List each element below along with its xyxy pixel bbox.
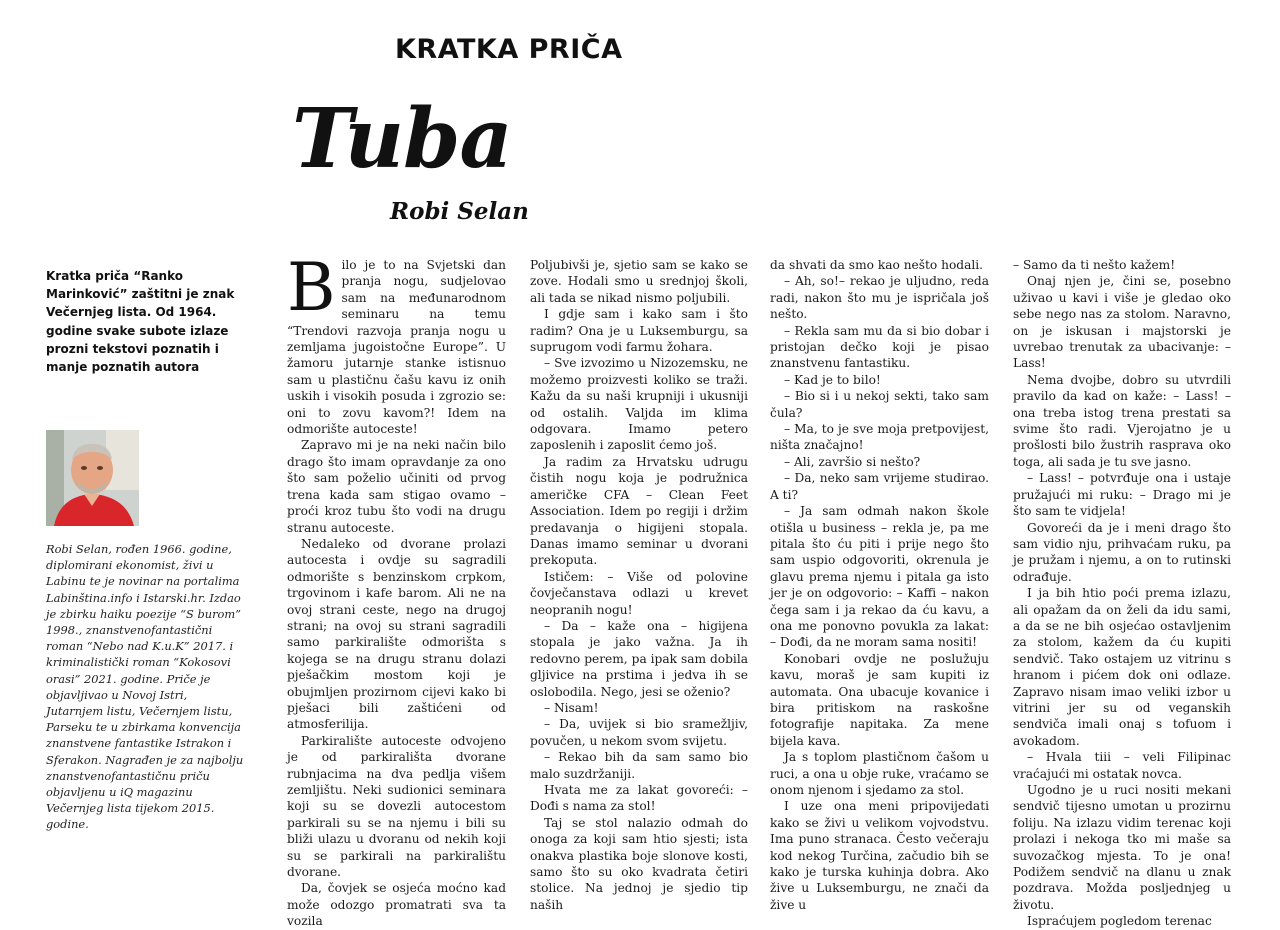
paragraph: – Ja sam odmah nakon škole otišla u business – rekla je, pa me pitala što ću piti i prije nego što sam uspio odgovoriti, okrenula je glavu prema njemu i pitala ga isto jer je on odgovorio: – Kaffi – nakon čega sam i ja rekao da ću kavu, a ona me ponovno povukla za lakat: – Dođi, da ne moram sama nositi! [770, 504, 989, 650]
paragraph: Ja radim za Hrvatsku udrugu čistih nogu koja je podružnica američke CFA – Clean Feet Association. Idem po regiji i držim predavanja o higijeni stopala. Danas imamo seminar u dvorani prekoputa. [530, 454, 748, 568]
paragraph: I uze ona meni pripovijedati kako se živi u velikom vojvodstvu. Ima puno stranaca. Često večeraju kod nekog Turčina, začudio bih se kako je turska kuhinja dobra. Ako žive u Luksemburgu, ne znači da žive u [770, 799, 989, 912]
paragraph: Nedaleko od dvorane prolazi autocesta i ovdje su sagradili odmorište s benzinskom crpkom, trgovinom i kafe barom. Ali ne na ovoj strani ceste, nego na drugoj strani; na ovoj su strani sagradili samo parkiralište odmorišta s kojega se na drugu stranu dolazi pješačkim mostom koji je obujmljen prozirnom cijevi kako bi pješaci bili zaštićeni od atmosferilija. [287, 536, 506, 732]
paragraph: Hvata me za lakat govoreći: – Dođi s nama za stol! [530, 783, 748, 814]
paragraph: Da, čovjek se osjeća moćno kad može odozgo promatrati sva ta vozila [287, 881, 506, 929]
paragraph: da shvati da smo kao nešto hodali. [770, 258, 984, 272]
paragraph: Bilo je to na Svjetski dan pranja nogu, sudjelovao sam na međunarodnom seminaru na temu “Trendovi razvoja pranja nogu u zemljama jugoistočne Europe”. U žamoru jutarnje stanke istisnuo sam u plastičnu čašu kavu iz onih uskih i visokih posuda i zgrozio se: oni to zovu kavom?! Idem na odmorište autoceste! [287, 249, 506, 437]
paragraph: – Hvala tiii – veli Filipinac vraćajući mi ostatak novca. [1013, 750, 1231, 781]
section-kicker: KRATKA PRIČA [395, 34, 623, 65]
paragraph: – Ma, to je sve moja pretpovijest, ništa značajno! [770, 422, 989, 453]
article-column-1 [287, 249, 506, 929]
paragraph: – Samo da ti nešto kažem! [1013, 258, 1176, 272]
paragraph: Govoreći da je i meni drago što sam vidio nju, prihvaćam ruku, pa je pružam i njemu, a on to rutinski odrađuje. [1013, 520, 1231, 584]
paragraph: – Sve izvozimo u Nizozemsku, ne možemo proizvesti koliko se traži. Kažu da su naši krupniji i ukusniji od ostalih. Valjda im klima odgovara. Imamo petero zaposlenih i zaposlit ćemo još. [530, 356, 748, 453]
author-bio: Robi Selan, rođen 1966. godine, diplomirani ekonomist, živi u Labinu te je novinar na portalima Labinština.info i Istarski.hr. Izdao je zbirku haiku poezije “S burom” 1998., znanstvenofantastični roman “Nebo nad K.u.K” 2017. i kriminalistički roman “Kokosovi orasi” 2021. godine. Priče je objavljivao u Novoj Istri, Jutarnjem listu, Večernjem listu, Parseku te u zbirkama konvencija znanstvene fantastike Istrakon i Sferakon. Nagrađen je za najbolju znanstvenofantastičnu priču objavljenu u iQ magazinu Večernjeg lista tijekom 2015. godine. [46, 542, 244, 832]
paragraph: I gdje sam i kako sam i što radim? Ona je u Luksemburgu, sa suprugom vodi farmu žohara. [530, 307, 748, 355]
paragraph: – Rekao bih da sam samo bio malo suzdržaniji. [530, 750, 748, 781]
paragraph: Konobari ovdje ne poslužuju kavu, moraš je sam kupiti iz automata. Ona ubacuje kovanice i bira pritiskom na raskošne fotografije napitaka. Za mene bijela kava. [770, 651, 989, 748]
paragraph: Nema dvojbe, dobro su utvrdili pravilo da kad on kaže: – Lass! – ona treba istog trena prestati sa svime što radi. Vjerojatno je u prošlosti bilo žustrih rasprava oko toga, ali sada je tu sve jasno. [1013, 372, 1231, 469]
paragraph: Ističem: – Više od polovine čovječanstava odlazi u krevet neopranih nogu! [530, 569, 748, 617]
story-title: Tuba [292, 91, 512, 187]
paragraph: Parkiralište autoceste odvojeno je od parkirališta dvorane rubnjacima na dva pedlja višem zemljištu. Neki sudionici seminara koji su se dovezli autocestom parkirali su se na njemu i bili su bliži ulazu u dvoranu od nekih koji su se parkirali na parkiralištu dvorane. [287, 733, 506, 880]
article-column-4 [1013, 257, 1231, 929]
paragraph: – Da – kaže ona – higijena stopala je jako važna. Ja ih redovno perem, pa ipak sam dobila gljivice na prstima i jedva ih se oslobodila. Nego, jesi se oženio? [530, 618, 748, 699]
paragraph: – Bio si i u nekoj sekti, tako sam čula? [770, 389, 989, 420]
paragraph: Ja s toplom plastičnom čašom u ruci, a ona u obje ruke, vraćamo se onom njenom i sjedamo za stol. [770, 750, 989, 797]
paragraph: – Rekla sam mu da si bio dobar i pristojan dečko koji je pisao znanstvenu fantastiku. [770, 323, 989, 371]
article-column-2 [530, 257, 748, 912]
paragraph: Poljubivši je, sjetio sam se kako se zove. Hodali smo u srednjoj školi, ali tada se nikad nismo poljubili. [530, 258, 748, 305]
paragraph: – Da, neko sam vrijeme studirao. A ti? [770, 471, 989, 502]
paragraph: Onaj njen je, čini se, posebno uživao u kavi i više je gledao oko sebe nego nas za stolom. Naravno, on je iskusan i majstorski je uvrebao trenutak za ubacivanje: – Lass! [1013, 274, 1231, 371]
paragraph: Taj se stol nalazio odmah do onoga za koji sam htio sjesti; ista onakva plastika boje slonove kosti, samo što su oko kvadrata četiri stolice. Na jednoj je sjedio tip naših [530, 815, 748, 912]
paragraph: Ispraćujem pogledom terenac [1027, 914, 1212, 929]
paragraph: – Nisam! [544, 700, 599, 715]
paragraph: Ugodno je u ruci nositi mekani sendvič tijesno umotan u prozirnu foliju. Na izlazu vidim terenac koji prolazi i nekoga tko mi maše sa suvozačkog mjesta. To je ona! Podižem sendvič na dlanu u znak pozdrava. Možda posljednjeg u životu. [1013, 783, 1231, 912]
drop-cap: B [287, 249, 336, 326]
article-column-3 [770, 257, 989, 912]
paragraph: – Ali, završio si nešto? [784, 454, 921, 469]
paragraph: – Ah, so!– rekao je uljudno, reda radi, nakon što mu je ispričala još nešto. [770, 274, 989, 322]
paragraph: Zapravo mi je na neki način bilo drago što imam opravdanje za ono što sam poželio učiniti od prvog trena kada sam stigao ovamo – proći kroz tubu što vodi na drugu stranu autoceste. [287, 438, 506, 535]
author-photo [46, 430, 139, 526]
story-author: Robi Selan [390, 198, 529, 225]
series-note: Kratka priča “Ranko Marinković” zaštitni je znak Večernjeg lista. Od 1964. godine svake subote izlaze prozni tekstovi poznatih i manje poznatih autora [46, 269, 235, 375]
paragraph: – Kad je to bilo! [784, 372, 881, 387]
paragraph: – Lass! – potvrđuje ona i ustaje pružajući mi ruku: – Drago mi je što sam te vidjela! [1013, 471, 1231, 519]
paragraph: – Da, uvijek si bio sramežljiv, povučen, u nekom svom svijetu. [530, 717, 748, 748]
paragraph: I ja bih htio poći prema izlazu, ali opažam da on želi da idu sami, a da se ne bih osjećao ostavljenim za stolom, kažem da ću kupiti sendvič. Tako ostajem uz vitrinu s hranom i pićem dok oni odlaze. Zapravo nisam imao veliki izbor u vitrini jer su od veganskih sendviča imali onaj s tofuom i avokadom. [1013, 586, 1231, 748]
